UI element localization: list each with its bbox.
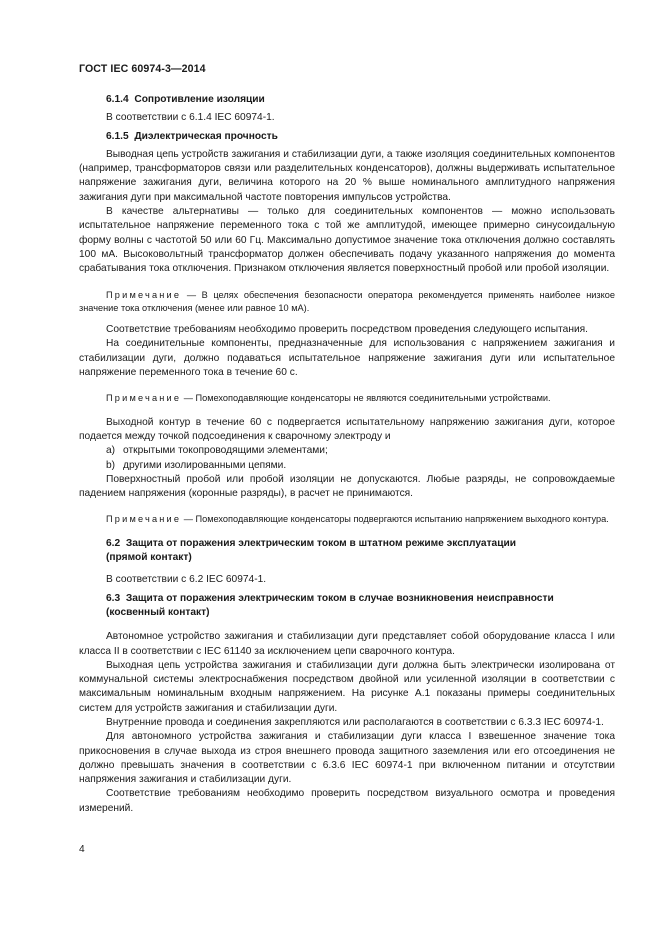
section-title: Защита от поражения электрическим током в случае возникновения неисправности — [125, 592, 554, 604]
paragraph: Выходная цепь устройства зажигания и стабилизации дуги должна быть электрически изолирована от коммунальной системы электроснабжения посредством двойной или усиленной изоляции в соответствии с максимальным номинальным входным напряжением. На рисунке А.1 показаны примеры соединительных систем для устройств зажигания и стабилизации дуги. — [79, 659, 615, 714]
list-marker: b) — [106, 459, 116, 471]
note-text: — В целях обеспечения безопасности оператора рекомендуется применять наиболее низкое значение тока отключения (менее или равное 10 мА). — [79, 289, 615, 313]
paragraph: В соответствии с 6.2 IEC 60974-1. — [106, 574, 267, 586]
paragraph: В соответствии с 6.1.4 IEC 60974-1. — [106, 112, 275, 124]
note-text: — Помехоподавляющие конденсаторы не являются соединительными устройствами. — [183, 393, 551, 404]
section-number: 6.1.4 — [106, 94, 129, 105]
paragraph: Выводная цепь устройств зажигания и стабилизации дуги, а также изоляция соединительных компонентов (например, трансформаторов связи или разделительных конденсаторов), должны выдерживать испытательное напряжение зажигания дуги, величина которого на 20 % выше номинального амплитудного напряжения зажигания дуги при максимальной частоте повторения импульсов устройства. — [79, 148, 615, 203]
section-number: 6.3 — [106, 592, 121, 604]
paragraph: Автономное устройство зажигания и стабилизации дуги представляет собой оборудование класса I или класса II в соответствии с IEC 61140 за исключением цепи сварочного контура. — [79, 631, 615, 657]
section-title-continued: (косвенный контакт) — [106, 606, 210, 618]
list-item — [79, 459, 615, 473]
section-title: Сопротивление изоляции — [134, 94, 265, 105]
paragraph: Внутренние провода и соединения закрепляются или располагаются в соответствии с 6.3.3 IEC 60974-1. — [106, 716, 604, 728]
section-number: 6.2 — [106, 537, 121, 549]
list-item — [79, 444, 615, 458]
note — [79, 513, 615, 526]
section-heading-6-1-4 — [79, 93, 615, 107]
paragraph: Соответствие требованиям необходимо проверить посредством проведения следующего испытания. — [106, 324, 588, 336]
document-header: ГОСТ IEC 60974-3—2014 — [79, 63, 206, 75]
paragraph: Выходной контур в течение 60 с подвергается испытательному напряжению зажигания дуги, которое подается между точкой подсоединения к сварочному электроду и — [79, 416, 615, 442]
section-heading-6-2 — [79, 537, 615, 566]
list-text: другими изолированными цепями. — [123, 459, 287, 471]
note — [79, 289, 615, 316]
paragraph: Соответствие требованиям необходимо проверить посредством визуального осмотра и проведения измерений. — [79, 788, 615, 814]
note — [79, 392, 615, 405]
note-label: Примечание — [106, 514, 182, 525]
paragraph: Для автономного устройства зажигания и стабилизации дуги класса I взвешенное значение тока прикосновения в случае выхода из строя внешнего провода защитного заземления или его отсоединения не должно превышать значения в соответствии с 6.3.6 IEC 60974-1 при включенном питании и отсутствии напряжения зажигания и стабилизации дуги. — [79, 731, 615, 786]
document-body — [79, 93, 615, 816]
section-title: Диэлектрическая прочность — [134, 130, 278, 142]
list-text: открытыми токопроводящими элементами; — [123, 445, 328, 457]
note-label: Примечание — [106, 289, 182, 300]
section-heading-6-3 — [79, 592, 615, 621]
note-text: — Помехоподавляющие конденсаторы подвергаются испытанию напряжением выходного контура. — [183, 514, 609, 525]
paragraph: Поверхностный пробой или пробой изоляции не допускаются. Любые разряды, не сопровождаемые падением напряжения (коронные разряды), в расчет не принимаются. — [79, 473, 615, 500]
note-label: Примечание — [106, 393, 182, 404]
paragraph: На соединительные компоненты, предназначенные для использования с напряжением зажигания и стабилизации дуги, должно подаваться испытательное напряжение зажигания дуги или испытательное напряжение переменного тока в течение 60 с. — [79, 338, 615, 379]
section-number: 6.1.5 — [106, 130, 129, 142]
paragraph: В качестве альтернативы — только для соединительных компонентов — можно использовать испытательное напряжение переменного тока с той же амплитудой, имеющее примерно синусоидальную форму волны с частотой 50 или 60 Гц. Максимально допустимое значение тока отключения должно составлять 100 мА. Высоковольтный трансформатор должен обеспечивать подачу указанного напряжения до момента срабатывания тока отключения. Признаком отключения является поверхностный пробой или пробой изоляции. — [79, 206, 615, 275]
page-number: 4 — [79, 844, 85, 855]
section-title-continued: (прямой контакт) — [106, 552, 192, 564]
list-marker: а) — [106, 445, 116, 457]
section-title: Защита от поражения электрическим током в штатном режиме эксплуатации — [125, 537, 517, 549]
section-heading-6-1-5 — [79, 130, 615, 144]
